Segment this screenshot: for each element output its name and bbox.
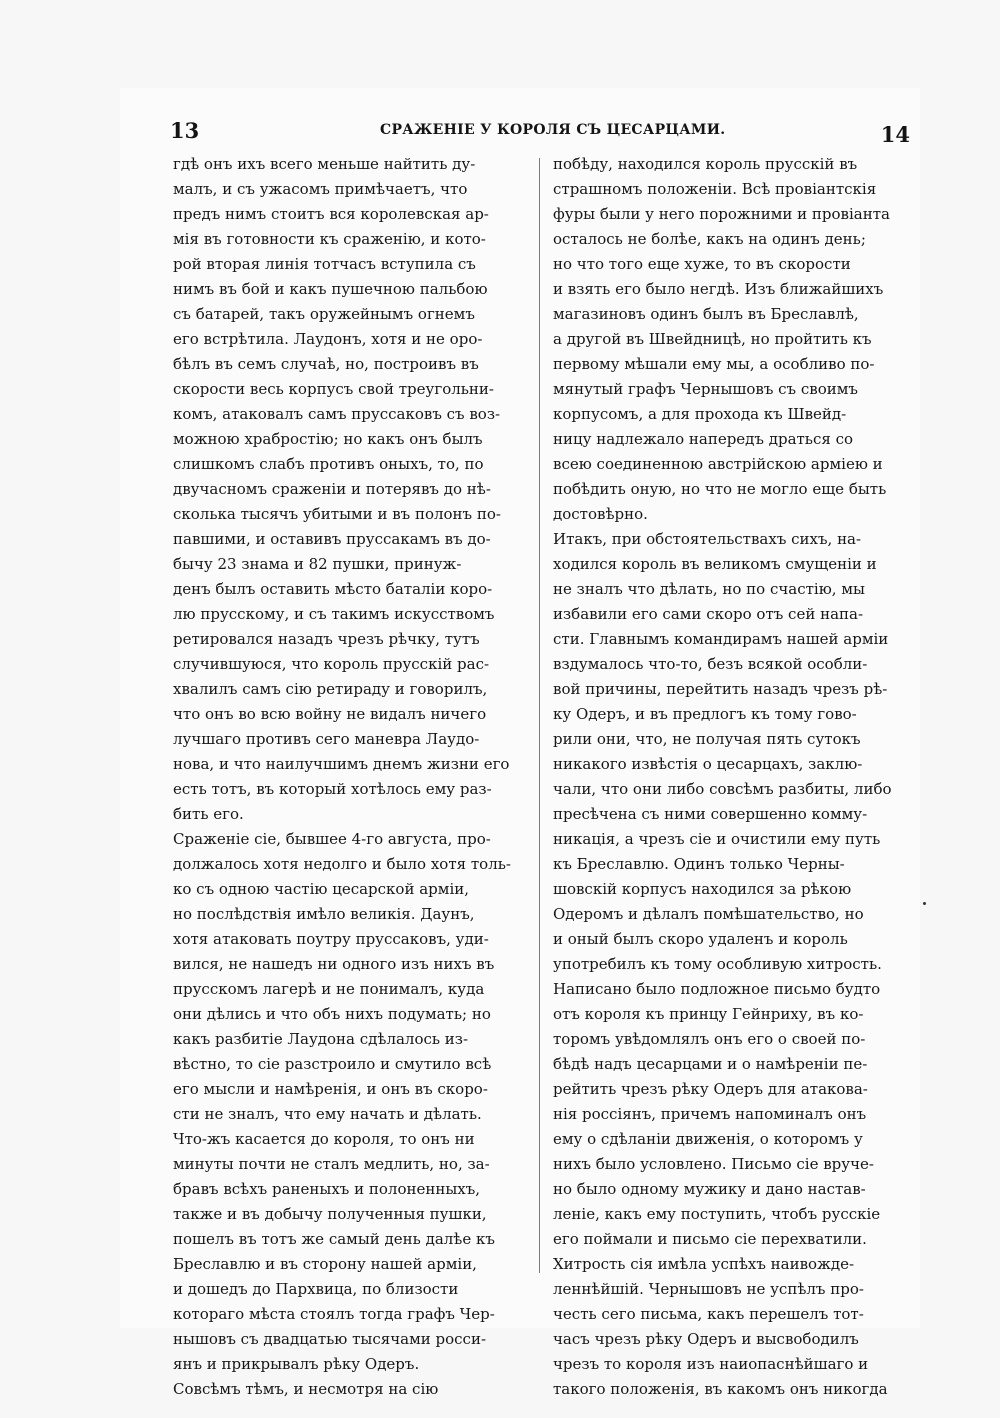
text-line: Итакъ, при обстоятельствахъ сихъ, на- — [553, 530, 862, 548]
text-line: что онъ во всю войну не видалъ ничего — [173, 705, 487, 723]
text-line: сти не зналъ, что ему начать и дѣлать. — [173, 1105, 482, 1123]
text-line: нихъ было условлено. Письмо сіе вруче- — [553, 1155, 874, 1173]
text-line: сти. Главнымъ командирамъ нашей арміи — [553, 630, 889, 648]
column-divider — [539, 158, 540, 1273]
page-header — [170, 118, 910, 148]
text-line: фуры были у него порожними и провіанта — [553, 205, 890, 223]
text-line: вой причины, перейтить назадъ чрезъ рѣ- — [553, 680, 888, 698]
text-line: котораго мѣста стоялъ тогда графъ Чер- — [173, 1305, 495, 1323]
text-line: честь сего письма, какъ перешелъ тот- — [553, 1305, 864, 1323]
text-line: а другой въ Швейдницѣ, но пройтить къ — [553, 330, 872, 348]
text-line: Совсѣмъ тѣмъ, и несмотря на сію — [173, 1380, 439, 1398]
text-line: первому мѣшали ему мы, а особливо по- — [553, 355, 875, 373]
text-line: нова, и что наилучшимъ днемъ жизни его — [173, 755, 510, 773]
text-line: пресѣчена съ ними совершенно комму- — [553, 805, 868, 823]
text-line: и оный былъ скоро удаленъ и король — [553, 930, 848, 948]
text-line: чали, что они либо совсѣмъ разбиты, либо — [553, 780, 892, 798]
text-line: торомъ увѣдомлялъ онъ его о своей по- — [553, 1030, 866, 1048]
text-line: случившуюся, что король прусскій рас- — [173, 655, 490, 673]
text-line: и дошедъ до Пархвица, по близости — [173, 1280, 459, 1298]
text-line: шовскій корпусъ находился за рѣкою — [553, 880, 852, 898]
text-line: его встрѣтила. Лаудонъ, хотя и не оро- — [173, 330, 483, 348]
text-line: комъ, атаковалъ самъ пруссаковъ съ воз- — [173, 405, 501, 423]
text-line: двучасномъ сраженіи и потерявъ до нѣ- — [173, 480, 491, 498]
page-number-left: 13 — [170, 118, 200, 143]
text-line: мія въ готовности къ сраженію, и кото- — [173, 230, 486, 248]
text-line: ему о сдѣланіи движенія, о которомъ у — [553, 1130, 863, 1148]
text-line: вился, не нашедъ ни одного изъ нихъ въ — [173, 955, 495, 973]
text-line: бычу 23 знама и 82 пушки, принуж- — [173, 555, 462, 573]
text-line: ницу надлежало напередъ драться со — [553, 430, 854, 448]
text-line: не зналъ что дѣлать, но по счастію, мы — [553, 580, 865, 598]
text-line: никація, а чрезъ сіе и очистили ему путь — [553, 830, 881, 848]
right-text-column — [553, 152, 907, 1402]
text-line: должалось хотя недолго и было хотя толь- — [173, 855, 511, 873]
text-line: слишкомъ слабъ противъ оныхъ, то, по — [173, 455, 484, 473]
text-line: леніе, какъ ему поступить, чтобъ русскіе — [553, 1205, 881, 1223]
text-line: нія россіянъ, причемъ напоминалъ онъ — [553, 1105, 867, 1123]
text-line: магазиновъ одинъ былъ въ Бреславлѣ, — [553, 305, 859, 323]
text-line: чрезъ то короля изъ наиопаснѣйшаго и — [553, 1355, 869, 1373]
text-line: хотя атаковать поутру пруссаковъ, уди- — [173, 930, 489, 948]
text-line: Бреславлю и въ сторону нашей арміи, — [173, 1255, 477, 1273]
text-line: рейтить чрезъ рѣку Одеръ для атакова- — [553, 1080, 868, 1098]
text-line: леннѣйшій. Чернышовъ не успѣлъ про- — [553, 1280, 864, 1298]
text-line: есть тотъ, въ который хотѣлось ему раз- — [173, 780, 492, 798]
text-line: хвалилъ самъ сію ретираду и говорилъ, — [173, 680, 488, 698]
text-line: бѣдѣ надъ цесарцами и о намѣреніи пе- — [553, 1055, 868, 1073]
text-line: скорости весь корпусъ свой треугольни- — [173, 380, 494, 398]
text-line: вѣстно, то сіе разстроило и смутило всѣ — [173, 1055, 492, 1073]
text-line: побѣду, находился король прусскій въ — [553, 155, 858, 173]
text-line: но было одному мужику и дано настав- — [553, 1180, 866, 1198]
text-line: также и въ добычу полученныя пушки, — [173, 1205, 487, 1223]
running-title: СРАЖЕНІЕ У КОРОЛЯ СЪ ЦЕСАРЦАМИ. — [380, 122, 726, 138]
text-line: павшими, и оставивъ пруссакамъ въ до- — [173, 530, 491, 548]
text-line: малъ, и съ ужасомъ примѣчаетъ, что — [173, 180, 468, 198]
text-line: страшномъ положеніи. Всѣ провіантскія — [553, 180, 877, 198]
text-line: всею соединенною австрійскою арміею и — [553, 455, 883, 473]
left-text-column — [173, 152, 526, 1402]
text-line: прусскомъ лагерѣ и не понималъ, куда — [173, 980, 485, 998]
text-line: побѣдить оную, но что не могло еще быть — [553, 480, 887, 498]
text-line: его поймали и письмо сіе перехватили. — [553, 1230, 867, 1248]
text-line: никакого извѣстія о цесарцахъ, заклю- — [553, 755, 863, 773]
text-line: но что того еще хуже, то въ скорости — [553, 255, 851, 273]
text-line: лю прусскому, и съ такимъ искусствомъ — [173, 605, 495, 623]
text-line: отъ короля къ принцу Гейнриху, въ ко- — [553, 1005, 864, 1023]
text-line: можною храбростію; но какъ онъ былъ — [173, 430, 483, 448]
text-line: къ Бреславлю. Одинъ только Черны- — [553, 855, 845, 873]
text-line: мянутый графъ Чернышовъ съ своимъ — [553, 380, 858, 398]
text-line: и взять его было негдѣ. Изъ ближайшихъ — [553, 280, 884, 298]
text-line: Написано было подложное письмо будто — [553, 980, 881, 998]
text-line: нимъ въ бой и какъ пушечною пальбою — [173, 280, 488, 298]
text-line: такого положенія, въ какомъ онъ никогда — [553, 1380, 888, 1398]
text-line: осталось не болѣе, какъ на одинъ день; — [553, 230, 866, 248]
text-line: сколька тысячъ убитыми и въ полонъ по- — [173, 505, 501, 523]
text-line: рой вторая линія тотчасъ вступила съ — [173, 255, 476, 273]
text-line: часъ чрезъ рѣку Одеръ и высвободилъ — [553, 1330, 859, 1348]
text-line: лучшаго противъ сего маневра Лаудо- — [173, 730, 480, 748]
stray-mark — [923, 902, 926, 905]
text-line: съ батарей, такъ оружейнымъ огнемъ — [173, 305, 475, 323]
text-line: избавили его сами скоро отъ сей напа- — [553, 605, 864, 623]
text-line: они дѣлись и что объ нихъ подумать; но — [173, 1005, 491, 1023]
text-line: Сраженіе сіе, бывшее 4-го августа, про- — [173, 830, 491, 848]
text-line: пошелъ въ тотъ же самый день далѣе къ — [173, 1230, 495, 1248]
text-line: бѣлъ въ семъ случаѣ, но, построивъ въ — [173, 355, 479, 373]
text-line: предъ нимъ стоитъ вся королевская ар- — [173, 205, 489, 223]
text-line: какъ разбитіе Лаудона сдѣлалось из- — [173, 1030, 469, 1048]
text-line: Что-жъ касается до короля, то онъ ни — [173, 1130, 475, 1148]
text-line: денъ былъ оставить мѣсто баталіи коро- — [173, 580, 493, 598]
text-line: Одеромъ и дѣлалъ помѣшательство, но — [553, 905, 864, 923]
page-number-right: 14 — [880, 122, 910, 147]
text-line: янъ и прикрывалъ рѣку Одеръ. — [173, 1355, 420, 1373]
text-line: корпусомъ, а для прохода къ Швейд- — [553, 405, 847, 423]
text-line: Хитрость сія имѣла успѣхъ наивожде- — [553, 1255, 855, 1273]
text-line: рили они, что, не получая пять сутокъ — [553, 730, 861, 748]
text-line: ходился король въ великомъ смущеніи и — [553, 555, 877, 573]
text-line: употребилъ къ тому особливую хитрость. — [553, 955, 882, 973]
text-line: но послѣдствія имѣло великія. Даунъ, — [173, 905, 475, 923]
text-line: нышовъ съ двадцатью тысячами росси- — [173, 1330, 487, 1348]
text-line: ко съ одною частію цесарской арміи, — [173, 880, 470, 898]
text-line: его мысли и намѣренія, и онъ въ скоро- — [173, 1080, 488, 1098]
text-line: достовѣрно. — [553, 505, 648, 523]
text-line: минуты почти не сталъ медлить, но, за- — [173, 1155, 490, 1173]
text-line: ретировался назадъ чрезъ рѣчку, тутъ — [173, 630, 480, 648]
text-line: бить его. — [173, 805, 244, 823]
text-line: ку Одеръ, и въ предлогъ къ тому гово- — [553, 705, 857, 723]
text-line: бравъ всѣхъ раненыхъ и полоненныхъ, — [173, 1180, 481, 1198]
text-line: вздумалось что-то, безъ всякой особли- — [553, 655, 868, 673]
text-line: гдѣ онъ ихъ всего меньше найтить ду- — [173, 155, 476, 173]
